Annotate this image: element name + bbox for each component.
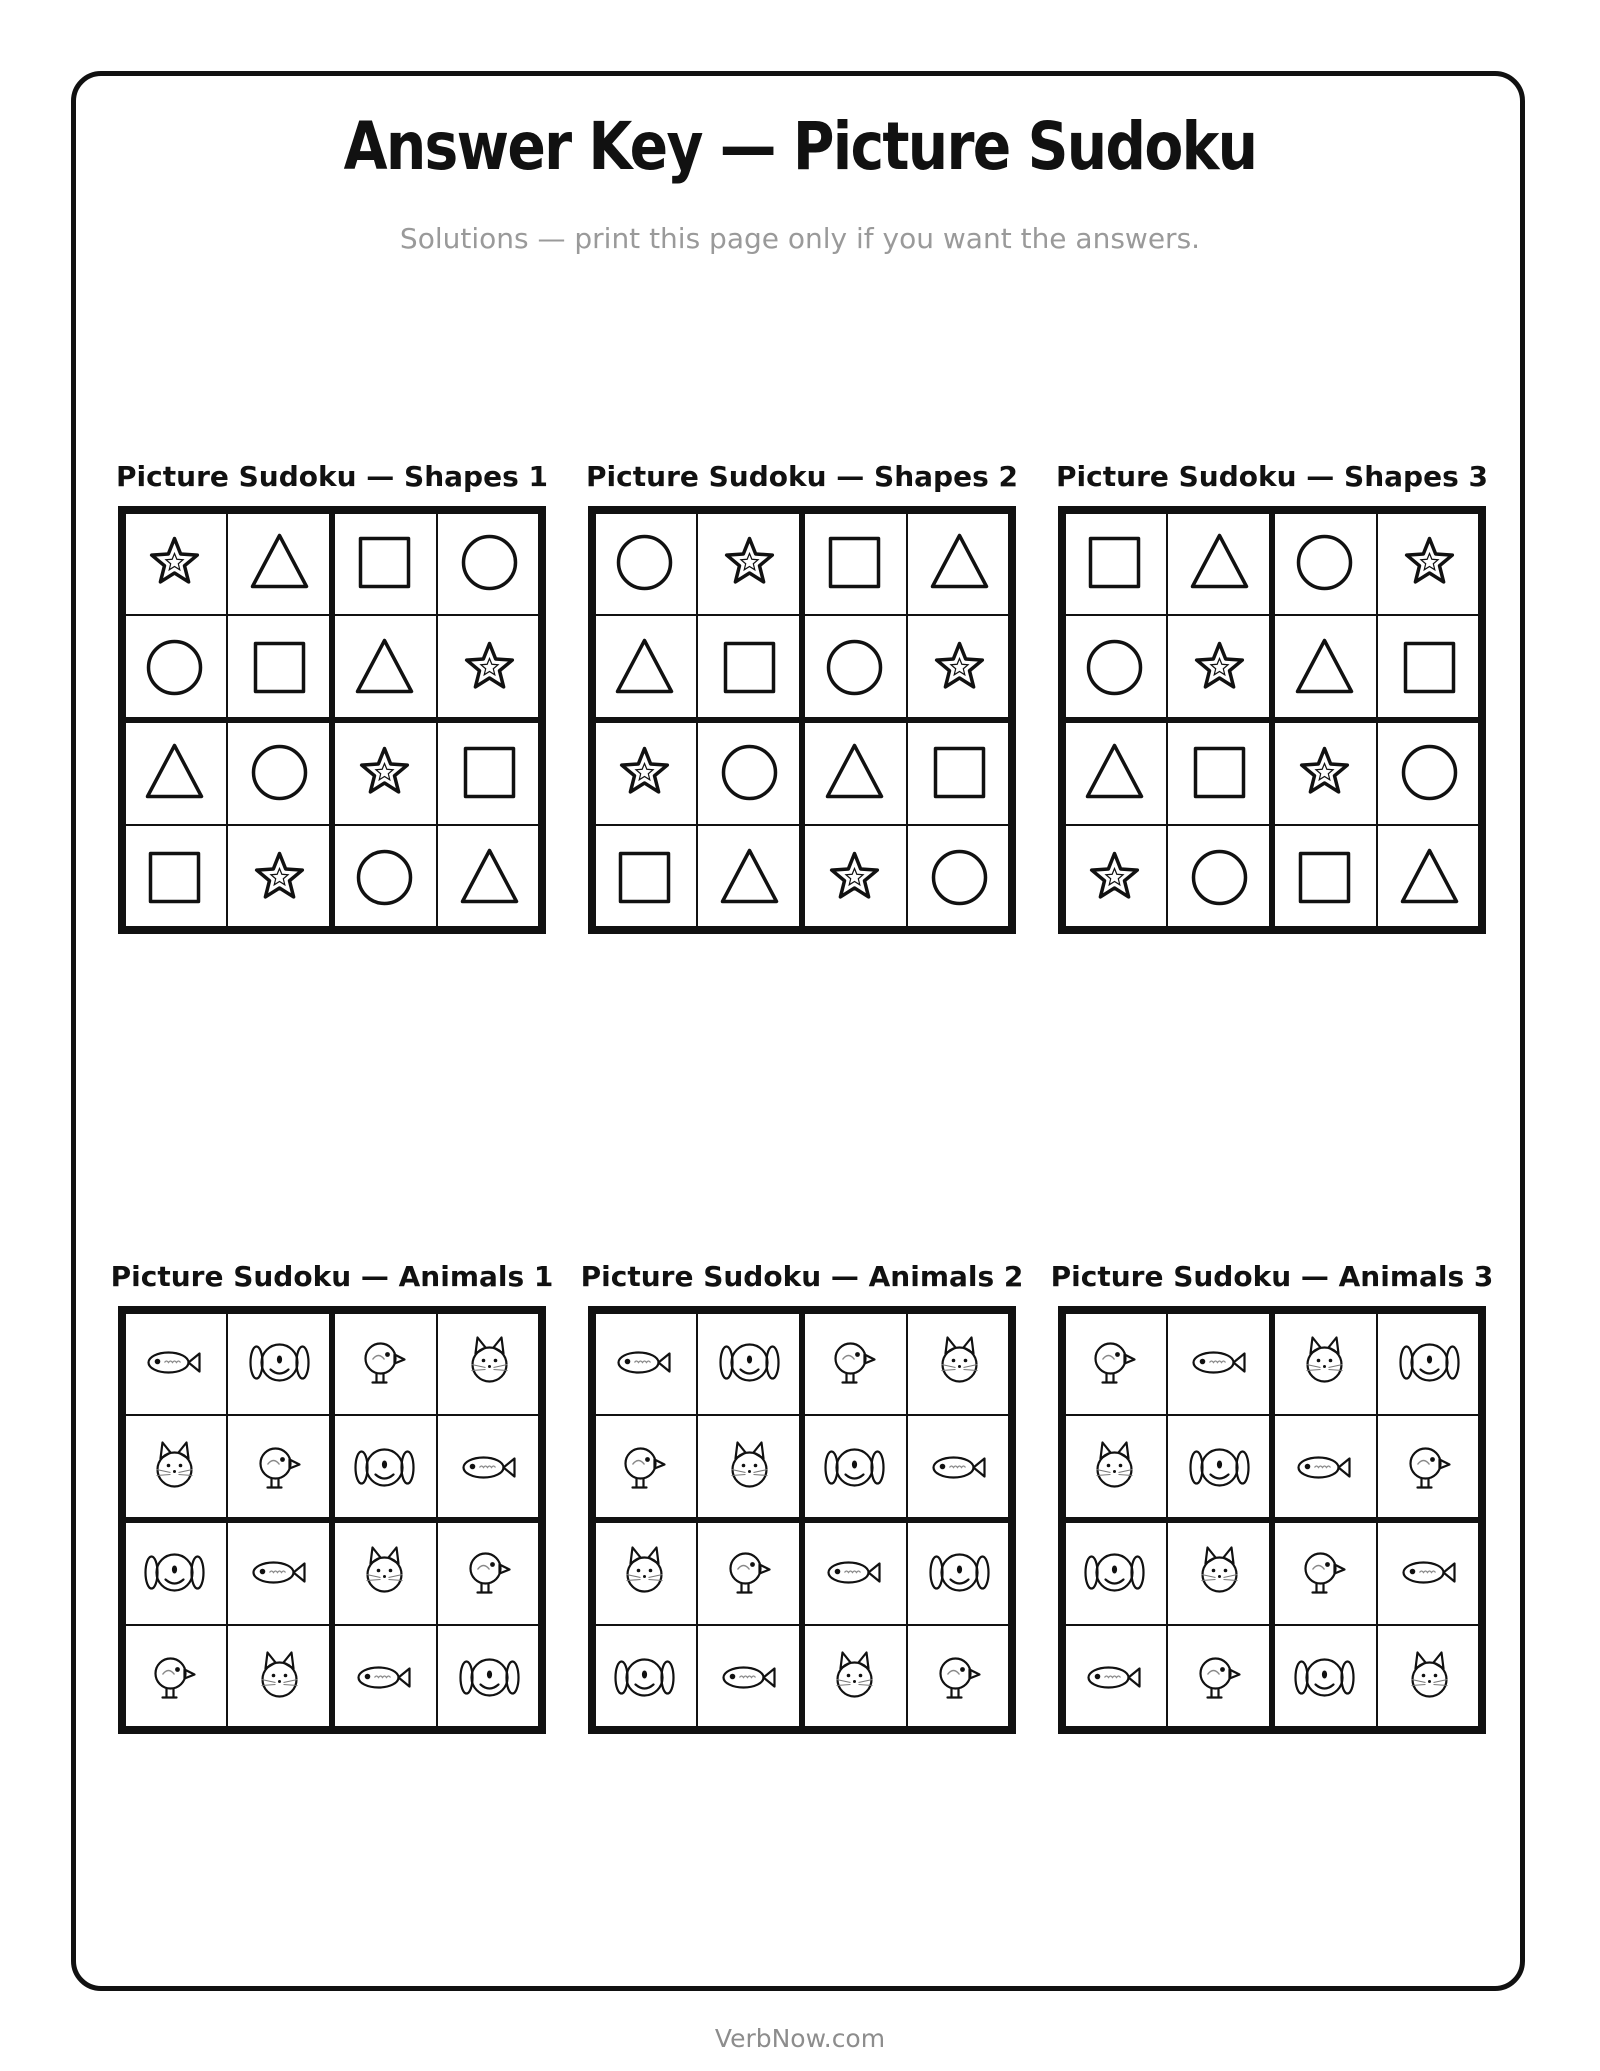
puzzle-title: Picture Sudoku — Shapes 3 (1056, 460, 1488, 493)
sudoku-grid (114, 1302, 550, 1738)
page-subtitle: Solutions — print this page only if you want the answers. (399, 222, 1201, 255)
sudoku-grid (1054, 502, 1490, 938)
sudoku-grid (584, 1302, 1020, 1738)
sudoku-grid (1054, 1302, 1490, 1738)
puzzle-title: Picture Sudoku — Shapes 1 (116, 460, 548, 493)
puzzle-title: Picture Sudoku — Animals 2 (580, 1260, 1024, 1293)
puzzle-title: Picture Sudoku — Shapes 2 (586, 460, 1018, 493)
footer-site-name: VerbNow.com (714, 2024, 886, 2053)
puzzle-title: Picture Sudoku — Animals 3 (1050, 1260, 1494, 1293)
sudoku-grid (584, 502, 1020, 938)
sudoku-grid (114, 502, 550, 938)
puzzle-title: Picture Sudoku — Animals 1 (110, 1260, 554, 1293)
page-title: Answer Key — Picture Sudoku (343, 108, 1257, 185)
